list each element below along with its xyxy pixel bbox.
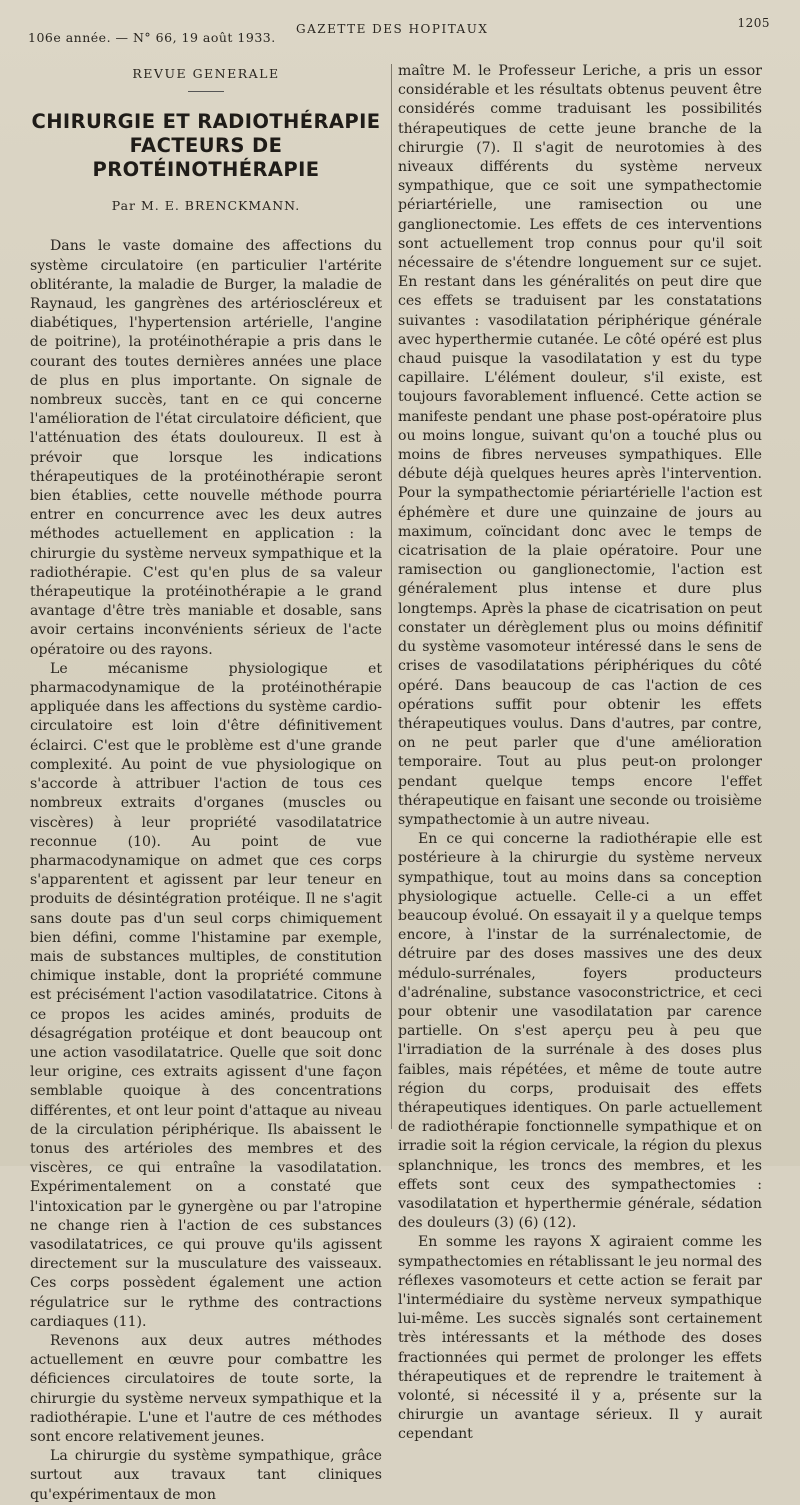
article-title-line-2: FACTEURS DE PROTÉINOTHÉRAPIE <box>92 134 320 182</box>
paragraph: Dans le vaste domaine des affections du système circulatoire (en particulier l'artérite oblitérante, la maladie de Burger, la maladie de Raynaud, les gangrènes des artérioscléreux et diabétiques, l'hypertension artérielle, l'angine de poitrine), la protéinothérapie a pris dans le courant des toutes dernières années une place de plus en plus importante. On signale de nombreux succès, tant en ce qui concerne l'amélioration de l'état circulatoire déficient, que l'atténuation des états douloureux. Il est à prévoir que lorsque les indications thérapeutiques de la protéinothérapie seront bien établies, cette nouvelle méthode pourra entrer en concurrence avec les deux autres méthodes actuellement en application : la chirurgie du système nerveux sympathique et la radiothérapie. C'est qu'en plus de sa valeur thérapeutique la protéinothérapie a le grand avantage d'être très maniable et dosable, sans avoir certains inconvénients sérieux de l'acte opératoire ou des rayons. <box>30 238 382 658</box>
journal-name: GAZETTE DES HOPITAUX <box>296 22 489 36</box>
paragraph: Revenons aux deux autres méthodes actuellement en œuvre pour combattre les déficiences circulatoires de toute sorte, la chirurgie du système nerveux sympathique et la radiothérapie. L'une et l'autre de ces méthodes sont encore relativement jeunes. <box>30 1332 382 1445</box>
paragraph: La chirurgie du système sympathique, grâce surtout aux travaux tant cliniques qu'expérimentaux de mon <box>30 1448 382 1503</box>
issue-info: 106e année. — N° 66, 19 août 1933. <box>28 30 276 45</box>
article-title-line-1: CHIRURGIE ET RADIOTHÉRAPIE <box>31 110 381 134</box>
byline: Par M. E. BRENCKMANN. <box>111 198 301 214</box>
paragraph-continuation: maître M. le Professeur Leriche, a pris un essor considérable et les résultats obtenus peuvent être considérés comme traduisant les possibilités thérapeutiques de cette jeune branche de la chirurgie (7). Il s'agit de neurotomies à des niveaux différents du système nerveux sympathique, que ce soit une sympathectomie périartérielle, une ramisection ou une ganglionectomie. Les effets de ces interventions sont actuellement trop connus pour qu'il soit nécessaire de s'étendre longuement sur ce sujet. En restant dans les généralités on peut dire que ces effets se traduisent par les constatations suivantes : vasodilatation périphérique générale avec hyperthermie cutanée. Le côté opéré est plus chaud puisque la vasodilatation y est du type capillaire. L'élément douleur, s'il existe, est toujours favorablement influencé. Cette action se manifeste pendant une phase post-opératoire plus ou moins longue, suivant qu'on a touché plus ou moins de fibres nerveuses sympathiques. Elle débute déjà quelques heures après l'intervention. Pour la sympathectomie périartérielle l'action est éphémère et dure une quinzaine de jours au maximum, coïncidant donc avec le temps de cicatrisation de la plaie opératoire. Pour une ramisection ou ganglionectomie, l'action est généralement plus intense et dure plus longtemps. Après la phase de cicatrisation on peut constater un dérèglement plus ou moins définitif du système vasomoteur intéressé dans le sens de crises de vasodilatations périphériques du côté opéré. Dans beaucoup de cas l'action de ces opérations suffit pour obtenir les effets thérapeutiques voulus. Dans d'autres, par contre, on ne peut parler que d'une amélioration temporaire. Tout au plus peut-on prolonger pendant quelque temps encore l'effet thérapeutique en faisant une seconde ou troisième sympathectomie à un autre niveau. <box>398 63 762 828</box>
page-number: 1205 <box>737 16 770 30</box>
section-label: REVUE GENERALE <box>132 66 280 81</box>
paragraph: Le mécanisme physiologique et pharmacodynamique de la protéinothérapie appliquée dans les affections du système cardio-circulatoire est loin d'être définitivement éclairci. C'est que le problème est d'une grande complexité. Au point de vue physiologique on s'accorde à attribuer l'action de tous ces nombreux extraits d'organes (muscles ou viscères) à leur propriété vasodilatatrice reconnue (10). Au point de vue pharmacodynamique on admet que ces corps s'apparentent et agissent par leur teneur en produits de désintégration protéique. Il ne s'agit sans doute pas d'un seul corps chimiquement bien défini, comme l'histamine par exemple, mais de substances multiples, de constitution chimique instable, dont la propriété commune est précisément l'action vasodilatatrice. Citons à ce propos les acides aminés, produits de désagrégation protéique et dont beaucoup ont une action vasodilatatrice. Quelle que soit donc leur origine, ces extraits agissent d'une façon semblable quoique à des concentrations différentes, et ont leur point d'attaque au niveau de la circulation périphérique. Ils abaissent le tonus des artérioles des membres et des viscères, ce qui entraîne la vasodilatation. Expérimentalement on a constaté que l'intoxication par le gynergène ou par l'atropine ne change rien à l'action de ces substances vasodilatatrices, ce qui prouve qu'ils agissent directement sur la musculature des vaisseaux. Ces corps possèdent également une action régulatrice sur le rythme des contractions cardiaques (11). <box>30 660 382 1330</box>
article-title <box>30 110 382 182</box>
title-rule <box>188 91 224 92</box>
paragraph: En ce qui concerne la radiothérapie elle est postérieure à la chirurgie du système nerveux sympathique, tout au moins dans sa conception physiologique actuelle. Celle-ci a un effet beaucoup évolué. On essayait il y a quelque temps encore, à l'instar de la surrénalectomie, de détruire par des doses massives une des deux médulo-surrénales, foyers producteurs d'adrénaline, substance vasoconstrictrice, et ceci pour obtenir une vasodilatation par carence partielle. On s'est aperçu peu à peu que l'irradiation de la surrénale à des doses plus faibles, mais répétées, et même de toute autre région du corps, produisait des effets thérapeutiques identiques. On parle actuellement de radiothérapie fonctionnelle sympathique et on irradie soit la région cervicale, la région du plexus splanchnique, les troncs des membres, et les effets sont ceux des sympathectomies : vasodilatation et hyperthermie générale, sédation des douleurs (3) (6) (12). <box>398 831 762 1232</box>
running-head <box>28 16 770 44</box>
left-column <box>30 60 382 1505</box>
right-column <box>398 62 762 1445</box>
column-divider <box>391 64 392 1129</box>
paragraph: En somme les rayons X agiraient comme les sympathectomies en rétablissant le jeu normal des réflexes vasomoteurs et cette action se ferait par l'intermédiaire du système nerveux sympathique lui-même. Les succès signalés sont certainement très intéressants et la méthode des doses fractionnées qui permet de prolonger les effets thérapeutiques et de reprendre le traitement à volonté, si nécessité il y a, présente sur la chirurgie un avantage sérieux. Il y aurait cependant <box>398 1234 762 1443</box>
